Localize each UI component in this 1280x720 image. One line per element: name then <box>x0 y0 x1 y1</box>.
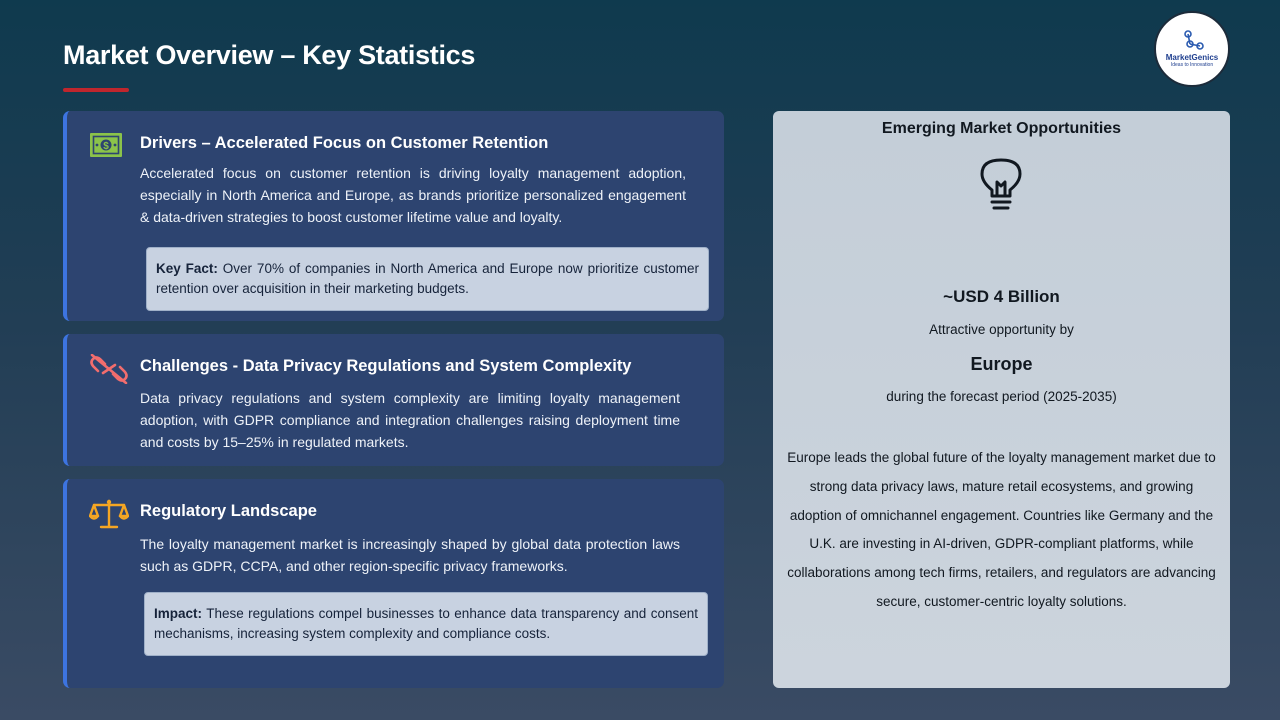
drivers-title: Drivers – Accelerated Focus on Customer Retention <box>140 134 549 152</box>
svg-text:$: $ <box>103 141 109 152</box>
impact-label: Impact: <box>154 606 203 621</box>
challenges-body: Data privacy regulations and system complexity are limiting loyalty management adoption, with GDPR compliance and integration challenges raising deployment time and costs by 15–25% in regulated markets. <box>140 390 680 450</box>
opportunity-panel <box>773 111 1230 688</box>
broken-link-icon <box>89 354 129 389</box>
challenges-title: Challenges - Data Privacy Regulations and System Complexity <box>140 357 632 375</box>
regulatory-title: Regulatory Landscape <box>140 502 317 520</box>
key-fact-box <box>146 247 709 311</box>
company-logo <box>1154 11 1230 87</box>
opportunity-value: ~USD 4 Billion <box>943 287 1060 306</box>
lightbulb-icon <box>978 156 1024 217</box>
opportunity-period: during the forecast period (2025-2035) <box>886 389 1117 404</box>
challenges-card <box>63 334 724 466</box>
opportunity-title: Emerging Market Opportunities <box>881 120 1122 137</box>
logo-name: MarketGenics <box>1165 53 1219 62</box>
key-fact-text: Over 70% of companies in North America and Europe now prioritize customer retention over acquisition in their marketing budgets. <box>156 261 699 296</box>
network-nodes-icon <box>1180 30 1204 52</box>
opportunity-line1: Attractive opportunity by <box>929 322 1074 337</box>
regulatory-card <box>63 479 724 688</box>
money-icon <box>89 132 123 163</box>
regulatory-body: The loyalty management market is increasingly shaped by global data protection laws such as GDPR, CCPA, and other region-specific privacy frameworks. <box>140 536 680 574</box>
logo-tagline: Ideas to Innovation <box>1170 62 1214 68</box>
opportunity-description: Europe leads the global future of the loyalty management market due to strong data privacy laws, mature retail ecosystems, and growing adoption of omnichannel engagement. Countries like Germany and the U.K. are investing in AI-driven, GDPR-compliant platforms, while collaborations among tech firms, retailers, and regulators are advancing secure, customer-centric loyalty solutions. <box>787 450 1216 609</box>
impact-box <box>144 592 708 656</box>
page-title: Market Overview – Key Statistics <box>63 40 476 70</box>
title-underline <box>63 88 129 92</box>
drivers-card <box>63 111 724 321</box>
key-fact-label: Key Fact: <box>156 261 218 276</box>
opportunity-region: Europe <box>970 354 1033 374</box>
scales-icon <box>89 498 129 535</box>
drivers-body: Accelerated focus on customer retention is driving loyalty management adoption, especially in North America and Europe, as brands prioritize personalized engagement & data-driven strategies to boost customer lifetime value and loyalty. <box>140 165 686 225</box>
impact-text: These regulations compel businesses to enhance data transparency and consent mechanisms, increasing system complexity and compliance costs. <box>154 606 698 641</box>
